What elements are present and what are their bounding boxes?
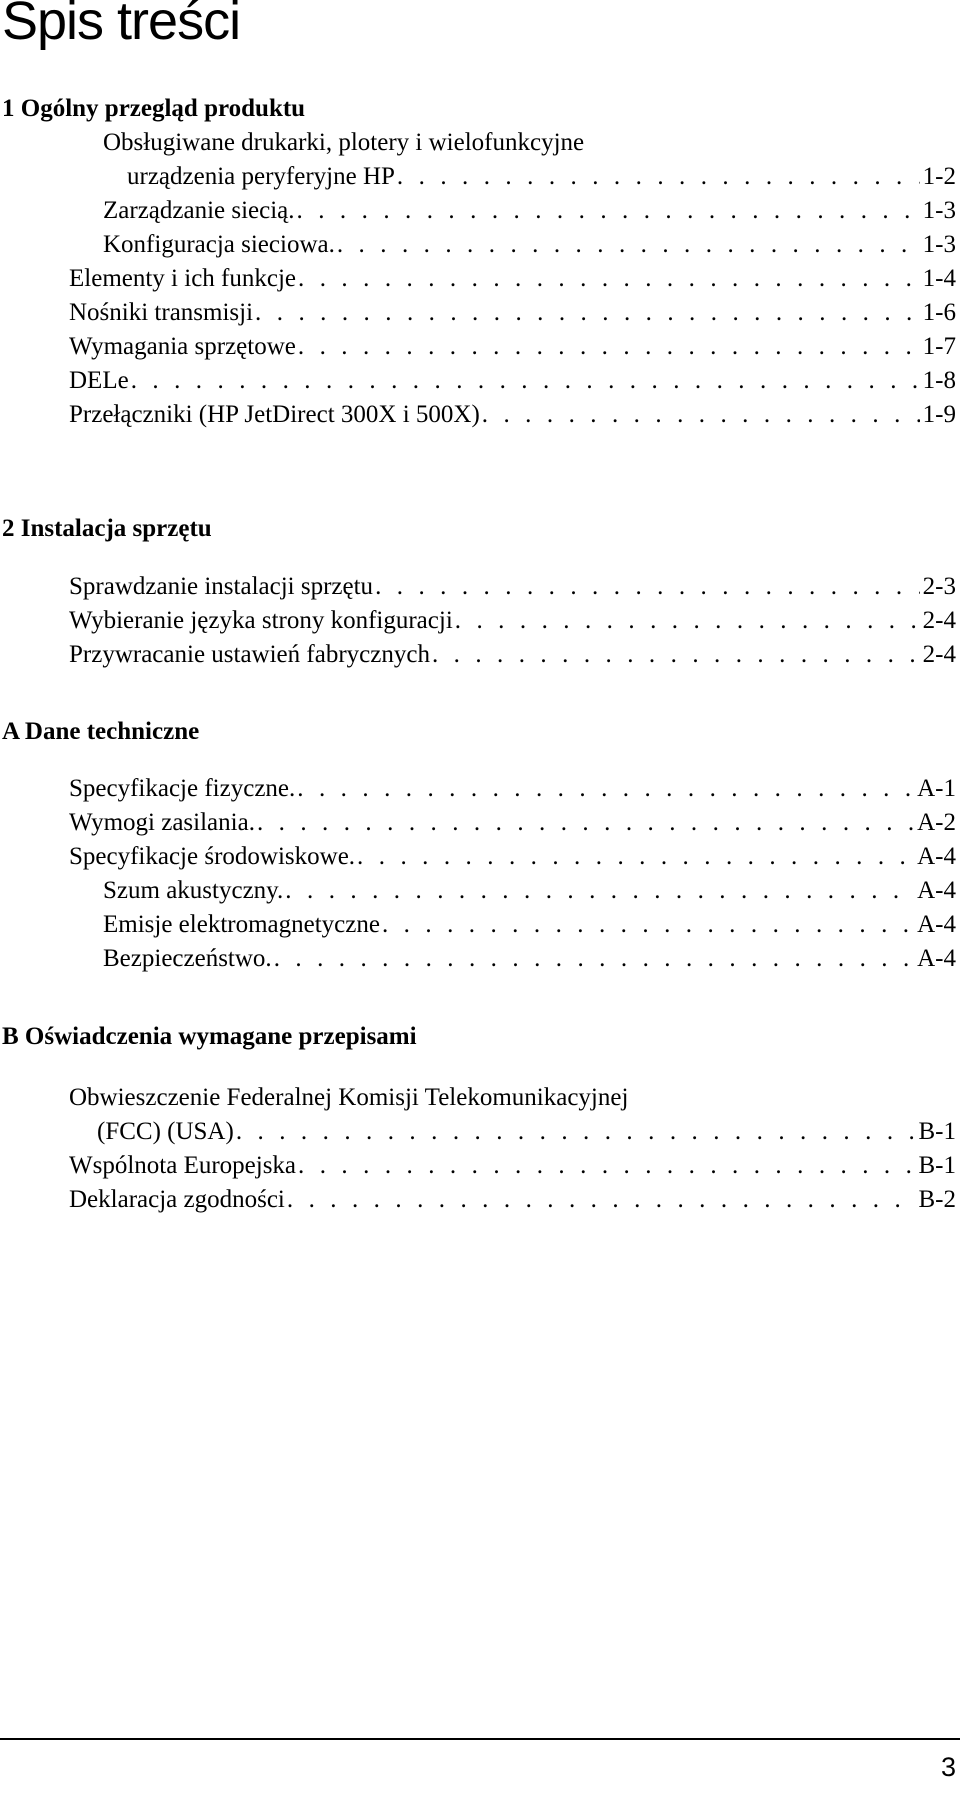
toc-entry[interactable]: [69, 1081, 956, 1115]
dot-leader: [298, 330, 920, 364]
toc-entry[interactable]: [103, 942, 956, 976]
toc-entry-title: Wybieranie języka strony konfiguracji: [69, 607, 453, 634]
dot-leader: [255, 296, 920, 330]
toc-entry-page: 1-4: [922, 265, 956, 292]
toc-entry-page: 2-3: [922, 573, 956, 600]
dot-leader: [397, 160, 920, 194]
section-heading: B Oświadczenia wymagane przepisami: [2, 1023, 417, 1050]
toc-entry[interactable]: [69, 806, 956, 840]
toc-entry-title-line1: Obwieszczenie Federalnej Komisji Telekomunikacyjnej: [69, 1084, 629, 1111]
toc-entry-title: Szum akustyczny.: [103, 877, 284, 904]
toc-entry-title-line1: Obsługiwane drukarki, plotery i wielofunkcyjne: [103, 129, 585, 156]
toc-entry[interactable]: [103, 194, 956, 228]
toc-entry-title: Sprawdzanie instalacji sprzętu: [69, 573, 374, 600]
dot-leader: [297, 772, 914, 806]
section-heading: 1 Ogólny przegląd produktu: [2, 95, 306, 122]
footer-rule: [0, 1738, 960, 1740]
toc-entry[interactable]: [69, 570, 956, 604]
section-heading: 2 Instalacja sprzętu: [2, 515, 212, 542]
toc-entry-page: A-4: [917, 877, 956, 904]
toc-entry[interactable]: [69, 330, 956, 364]
dot-leader: [455, 604, 920, 638]
toc-entry-title: Specyfikacje fizyczne.: [69, 775, 296, 802]
dot-leader: [274, 942, 914, 976]
dot-leader: [357, 840, 914, 874]
toc-entry-page: 1-2: [922, 163, 956, 190]
toc-entry[interactable]: [69, 262, 956, 296]
toc-entry-title: Elementy i ich funkcje: [69, 265, 297, 292]
toc-entry[interactable]: [103, 874, 956, 908]
toc-entry-page: B-1: [918, 1118, 956, 1145]
toc-entry[interactable]: [69, 398, 956, 432]
toc-entry-page: 1-3: [922, 231, 956, 258]
dot-leader: [257, 806, 914, 840]
dot-leader: [236, 1115, 916, 1149]
toc-entry[interactable]: [69, 604, 956, 638]
dot-leader: [382, 908, 914, 942]
toc-entry[interactable]: [127, 160, 956, 194]
dot-leader: [285, 874, 914, 908]
toc-entry[interactable]: [97, 1115, 956, 1149]
toc-entry-title: Przełączniki (HP JetDirect 300X i 500X): [69, 401, 480, 428]
toc-entry-title: Konfiguracja sieciowa.: [103, 231, 335, 258]
toc-entry-title: Przywracanie ustawień fabrycznych: [69, 641, 430, 668]
toc-entry-title: Zarządzanie siecią.: [103, 197, 295, 224]
toc-entry-title: urządzenia peryferyjne HP: [127, 163, 395, 190]
toc-entry[interactable]: [69, 840, 956, 874]
toc-entry-page: A-4: [917, 945, 956, 972]
toc-entry[interactable]: [103, 126, 956, 160]
toc-entry-page: A-4: [917, 911, 956, 938]
toc-entry-title: Nośniki transmisji: [69, 299, 254, 326]
toc-entry[interactable]: [103, 228, 956, 262]
toc-entry-title: Bezpieczeństwo.: [103, 945, 272, 972]
page-title: Spis treści: [2, 0, 241, 51]
toc-entry-title: DELe: [69, 367, 129, 394]
toc-entry-title: Deklaracja zgodności: [69, 1186, 285, 1213]
toc-entry[interactable]: [69, 296, 956, 330]
dot-leader: [298, 1149, 915, 1183]
toc-entry-page: 1-8: [922, 367, 956, 394]
toc-entry-page: 1-7: [922, 333, 956, 360]
dot-leader: [337, 228, 920, 262]
toc-entry-page: A-2: [917, 809, 956, 836]
dot-leader: [432, 638, 920, 672]
toc-entry-page: B-1: [918, 1152, 956, 1179]
section-heading: A Dane techniczne: [2, 718, 200, 745]
toc-entry[interactable]: [69, 1183, 956, 1217]
toc-entry[interactable]: [69, 364, 956, 398]
toc-entry-title: Specyfikacje środowiskowe.: [69, 843, 356, 870]
toc-entry-title: Wspólnota Europejska: [69, 1152, 297, 1179]
dot-leader: [297, 194, 920, 228]
dot-leader: [375, 570, 920, 604]
toc-entry-page: B-2: [918, 1186, 956, 1213]
toc-entry-page: 2-4: [922, 607, 956, 634]
toc-entry-page: 1-9: [922, 401, 956, 428]
toc-entry-title: Wymogi zasilania.: [69, 809, 255, 836]
toc-entry[interactable]: [69, 638, 956, 672]
toc-entry[interactable]: [69, 772, 956, 806]
page-number: 3: [940, 1752, 956, 1782]
toc-entry[interactable]: [103, 908, 956, 942]
dot-leader: [287, 1183, 916, 1217]
toc-entry-page: 1-3: [922, 197, 956, 224]
dot-leader: [298, 262, 920, 296]
toc-entry-page: 1-6: [922, 299, 956, 326]
toc-entry-page: A-4: [917, 843, 956, 870]
toc-entry-title: Wymagania sprzętowe: [69, 333, 296, 360]
toc-entry-page: A-1: [917, 775, 956, 802]
dot-leader: [131, 364, 920, 398]
dot-leader: [482, 398, 920, 432]
toc-entry-title: Emisje elektromagnetyczne: [103, 911, 380, 938]
toc-entry-page: 2-4: [922, 641, 956, 668]
toc-entry-title: (FCC) (USA): [97, 1118, 234, 1145]
toc-entry[interactable]: [69, 1149, 956, 1183]
